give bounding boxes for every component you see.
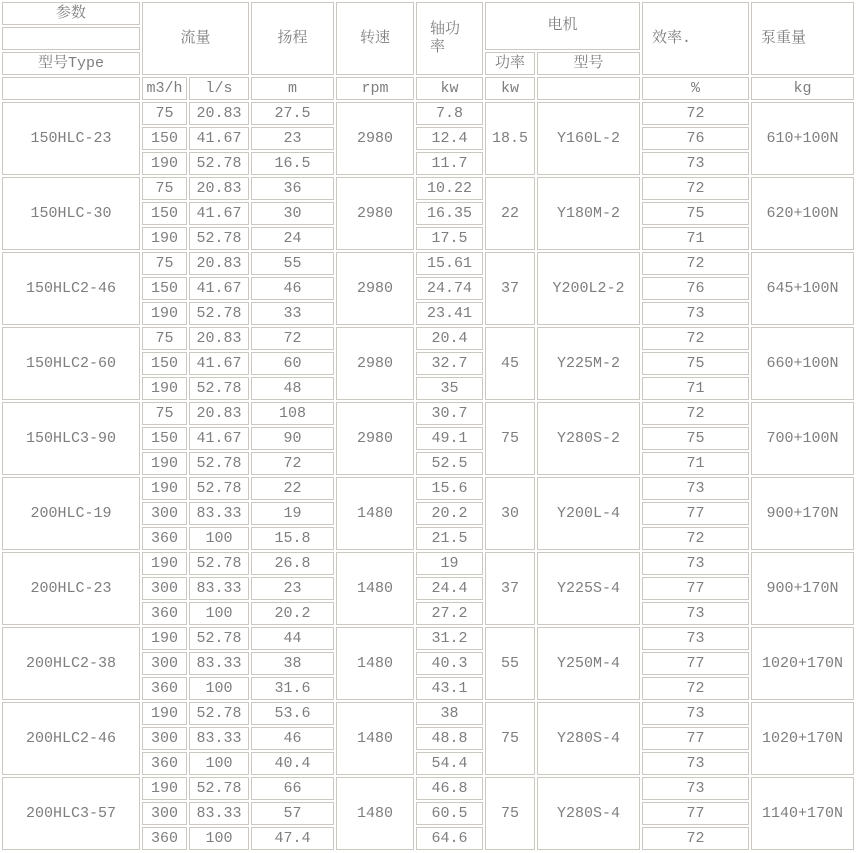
data-row [2,702,854,725]
model-cell: 200HLC-23 [2,552,140,625]
motor-power-cell: 75 [485,777,535,850]
shaft-power-cell: 54.4 [416,752,483,775]
head-cell: 46 [251,277,334,300]
flow-ls-cell: 52.78 [189,627,249,650]
efficiency-cell: 72 [642,102,749,125]
shaft-power-cell: 48.8 [416,727,483,750]
efficiency-cell: 77 [642,727,749,750]
efficiency-cell: 73 [642,477,749,500]
head-cell: 90 [251,427,334,450]
flow-m3h-cell: 75 [142,402,187,425]
flow-ls-cell: 41.67 [189,277,249,300]
model-cell: 150HLC2-60 [2,327,140,400]
flow-ls-cell: 52.78 [189,702,249,725]
weight-cell: 1020+170N [751,702,854,775]
speed-cell: 2980 [336,102,414,175]
speed-cell: 1480 [336,627,414,700]
head-cell: 55 [251,252,334,275]
model-cell: 200HLC2-38 [2,627,140,700]
flow-m3h-cell: 360 [142,752,187,775]
head-cell: 108 [251,402,334,425]
shaft-power-cell: 60.5 [416,802,483,825]
flow-m3h-cell: 150 [142,202,187,225]
flow-m3h-cell: 150 [142,127,187,150]
head-cell: 72 [251,452,334,475]
flow-ls-cell: 41.67 [189,202,249,225]
efficiency-cell: 71 [642,452,749,475]
flow-ls-cell: 20.83 [189,252,249,275]
flow-ls-cell: 52.78 [189,377,249,400]
flow-m3h-cell: 190 [142,477,187,500]
header-row-1 [2,2,854,25]
model-cell: 150HLC-23 [2,102,140,175]
motor-model-cell: Y280S-2 [537,402,640,475]
shaft-power-cell: 12.4 [416,127,483,150]
efficiency-cell: 73 [642,302,749,325]
flow-m3h-cell: 300 [142,652,187,675]
motor-power-cell: 37 [485,552,535,625]
flow-m3h-cell: 75 [142,327,187,350]
flow-m3h-cell: 150 [142,427,187,450]
flow-ls-cell: 41.67 [189,427,249,450]
model-cell: 200HLC3-57 [2,777,140,850]
table-body [2,102,854,850]
data-row [2,552,854,575]
head-cell: 23 [251,127,334,150]
motor-model-cell: Y200L2-2 [537,252,640,325]
flow-ls-cell: 52.78 [189,477,249,500]
weight-cell: 620+100N [751,177,854,250]
flow-m3h-cell: 190 [142,627,187,650]
efficiency-cell: 71 [642,377,749,400]
header-head: 扬程 [251,2,334,75]
model-cell: 150HLC3-90 [2,402,140,475]
head-cell: 66 [251,777,334,800]
unit-speed: rpm [336,77,414,100]
model-cell: 200HLC-19 [2,477,140,550]
flow-m3h-cell: 300 [142,802,187,825]
flow-ls-cell: 100 [189,602,249,625]
header-motor: 电机 [485,2,640,50]
shaft-power-cell: 16.35 [416,202,483,225]
flow-m3h-cell: 150 [142,277,187,300]
shaft-power-cell: 20.2 [416,502,483,525]
flow-ls-cell: 83.33 [189,802,249,825]
efficiency-cell: 73 [642,152,749,175]
flow-ls-cell: 41.67 [189,352,249,375]
efficiency-cell: 73 [642,552,749,575]
shaft-power-cell: 23.41 [416,302,483,325]
header-efficiency: 效率. [642,2,749,75]
weight-cell: 660+100N [751,327,854,400]
units-row [2,77,854,100]
model-cell: 150HLC-30 [2,177,140,250]
flow-m3h-cell: 75 [142,102,187,125]
flow-m3h-cell: 360 [142,677,187,700]
motor-power-cell: 55 [485,627,535,700]
motor-power-cell: 30 [485,477,535,550]
head-cell: 44 [251,627,334,650]
data-row [2,627,854,650]
shaft-power-cell: 24.4 [416,577,483,600]
flow-ls-cell: 52.78 [189,152,249,175]
efficiency-cell: 72 [642,677,749,700]
weight-cell: 1020+170N [751,627,854,700]
flow-m3h-cell: 190 [142,702,187,725]
flow-m3h-cell: 360 [142,827,187,850]
head-cell: 46 [251,727,334,750]
flow-ls-cell: 83.33 [189,727,249,750]
head-cell: 16.5 [251,152,334,175]
data-row [2,327,854,350]
efficiency-cell: 72 [642,827,749,850]
flow-m3h-cell: 75 [142,252,187,275]
speed-cell: 1480 [336,777,414,850]
flow-ls-cell: 52.78 [189,452,249,475]
weight-cell: 1140+170N [751,777,854,850]
motor-power-cell: 75 [485,402,535,475]
flow-ls-cell: 20.83 [189,327,249,350]
model-cell: 150HLC2-46 [2,252,140,325]
head-cell: 47.4 [251,827,334,850]
shaft-power-cell: 31.2 [416,627,483,650]
unit-flow-ls: l/s [189,77,249,100]
shaft-power-cell: 64.6 [416,827,483,850]
motor-power-cell: 22 [485,177,535,250]
shaft-power-cell: 27.2 [416,602,483,625]
flow-ls-cell: 41.67 [189,127,249,150]
unit-weight: kg [751,77,854,100]
unit-flow-m3h: m3/h [142,77,187,100]
data-row [2,177,854,200]
motor-model-cell: Y250M-4 [537,627,640,700]
shaft-power-cell: 17.5 [416,227,483,250]
flow-m3h-cell: 190 [142,227,187,250]
head-cell: 72 [251,327,334,350]
shaft-power-cell: 15.6 [416,477,483,500]
flow-m3h-cell: 190 [142,777,187,800]
shaft-power-cell: 49.1 [416,427,483,450]
shaft-power-cell: 30.7 [416,402,483,425]
head-cell: 40.4 [251,752,334,775]
efficiency-cell: 72 [642,327,749,350]
shaft-power-cell: 20.4 [416,327,483,350]
head-cell: 31.6 [251,677,334,700]
head-cell: 57 [251,802,334,825]
weight-cell: 645+100N [751,252,854,325]
efficiency-cell: 77 [642,502,749,525]
head-cell: 27.5 [251,102,334,125]
speed-cell: 2980 [336,177,414,250]
header-flow: 流量 [142,2,249,75]
motor-power-cell: 37 [485,252,535,325]
head-cell: 26.8 [251,552,334,575]
flow-ls-cell: 83.33 [189,652,249,675]
shaft-power-cell: 32.7 [416,352,483,375]
head-cell: 60 [251,352,334,375]
flow-ls-cell: 100 [189,527,249,550]
speed-cell: 1480 [336,552,414,625]
weight-cell: 700+100N [751,402,854,475]
flow-ls-cell: 52.78 [189,777,249,800]
head-cell: 30 [251,202,334,225]
motor-model-cell: Y200L-4 [537,477,640,550]
header-pump-weight: 泵重量 [751,2,854,75]
shaft-power-cell: 46.8 [416,777,483,800]
unit-motor-power: kw [485,77,535,100]
motor-power-cell: 45 [485,327,535,400]
unit-head: m [251,77,334,100]
flow-ls-cell: 52.78 [189,552,249,575]
flow-ls-cell: 100 [189,827,249,850]
flow-m3h-cell: 300 [142,502,187,525]
shaft-power-cell: 7.8 [416,102,483,125]
shaft-power-cell: 43.1 [416,677,483,700]
unit-efficiency: % [642,77,749,100]
shaft-power-cell: 24.74 [416,277,483,300]
shaft-power-cell: 11.7 [416,152,483,175]
efficiency-cell: 75 [642,352,749,375]
head-cell: 53.6 [251,702,334,725]
unit-motor-model-empty [537,77,640,100]
flow-m3h-cell: 360 [142,602,187,625]
shaft-power-cell: 35 [416,377,483,400]
head-cell: 20.2 [251,602,334,625]
shaft-power-cell: 38 [416,702,483,725]
head-cell: 19 [251,502,334,525]
motor-model-cell: Y280S-4 [537,702,640,775]
header-speed: 转速 [336,2,414,75]
efficiency-cell: 73 [642,702,749,725]
efficiency-cell: 73 [642,602,749,625]
data-row [2,102,854,125]
shaft-power-cell: 40.3 [416,652,483,675]
head-cell: 38 [251,652,334,675]
flow-m3h-cell: 190 [142,452,187,475]
head-cell: 48 [251,377,334,400]
header-shaft-power: 轴功率 [416,2,483,75]
efficiency-cell: 75 [642,202,749,225]
flow-ls-cell: 20.83 [189,402,249,425]
flow-m3h-cell: 360 [142,527,187,550]
efficiency-cell: 72 [642,402,749,425]
header-motor-power: 功率 [485,52,535,75]
efficiency-cell: 72 [642,177,749,200]
shaft-power-cell: 10.22 [416,177,483,200]
head-cell: 22 [251,477,334,500]
flow-m3h-cell: 190 [142,302,187,325]
data-row [2,402,854,425]
table-header-rows [2,2,854,100]
shaft-power-cell: 21.5 [416,527,483,550]
efficiency-cell: 76 [642,127,749,150]
flow-ls-cell: 100 [189,752,249,775]
flow-ls-cell: 83.33 [189,502,249,525]
weight-cell: 900+170N [751,552,854,625]
speed-cell: 2980 [336,402,414,475]
unit-empty-cell [2,77,140,100]
motor-model-cell: Y280S-4 [537,777,640,850]
flow-m3h-cell: 190 [142,552,187,575]
efficiency-cell: 73 [642,777,749,800]
motor-model-cell: Y225S-4 [537,552,640,625]
efficiency-cell: 72 [642,252,749,275]
flow-m3h-cell: 190 [142,377,187,400]
efficiency-cell: 73 [642,627,749,650]
head-cell: 36 [251,177,334,200]
efficiency-cell: 77 [642,802,749,825]
head-cell: 23 [251,577,334,600]
flow-m3h-cell: 150 [142,352,187,375]
speed-cell: 2980 [336,252,414,325]
header-type: 型号Type [2,52,140,75]
flow-ls-cell: 100 [189,677,249,700]
weight-cell: 610+100N [751,102,854,175]
shaft-power-cell: 19 [416,552,483,575]
data-row [2,477,854,500]
head-cell: 33 [251,302,334,325]
efficiency-cell: 75 [642,427,749,450]
speed-cell: 2980 [336,327,414,400]
unit-shaft-power: kw [416,77,483,100]
weight-cell: 900+170N [751,477,854,550]
data-row [2,777,854,800]
motor-power-cell: 18.5 [485,102,535,175]
flow-ls-cell: 20.83 [189,102,249,125]
model-cell: 200HLC2-46 [2,702,140,775]
flow-m3h-cell: 75 [142,177,187,200]
flow-m3h-cell: 190 [142,152,187,175]
efficiency-cell: 73 [642,752,749,775]
flow-ls-cell: 52.78 [189,302,249,325]
flow-m3h-cell: 300 [142,727,187,750]
header-motor-model: 型号 [537,52,640,75]
shaft-power-cell: 15.61 [416,252,483,275]
head-cell: 15.8 [251,527,334,550]
data-row [2,252,854,275]
flow-ls-cell: 52.78 [189,227,249,250]
motor-model-cell: Y160L-2 [537,102,640,175]
header-param: 参数 [2,2,140,25]
flow-m3h-cell: 300 [142,577,187,600]
motor-power-cell: 75 [485,702,535,775]
efficiency-cell: 77 [642,652,749,675]
motor-model-cell: Y180M-2 [537,177,640,250]
motor-model-cell: Y225M-2 [537,327,640,400]
efficiency-cell: 76 [642,277,749,300]
efficiency-cell: 77 [642,577,749,600]
header-empty-cell [2,27,140,50]
flow-ls-cell: 20.83 [189,177,249,200]
head-cell: 24 [251,227,334,250]
shaft-power-cell: 52.5 [416,452,483,475]
efficiency-cell: 71 [642,227,749,250]
flow-ls-cell: 83.33 [189,577,249,600]
efficiency-cell: 72 [642,527,749,550]
speed-cell: 1480 [336,477,414,550]
speed-cell: 1480 [336,702,414,775]
